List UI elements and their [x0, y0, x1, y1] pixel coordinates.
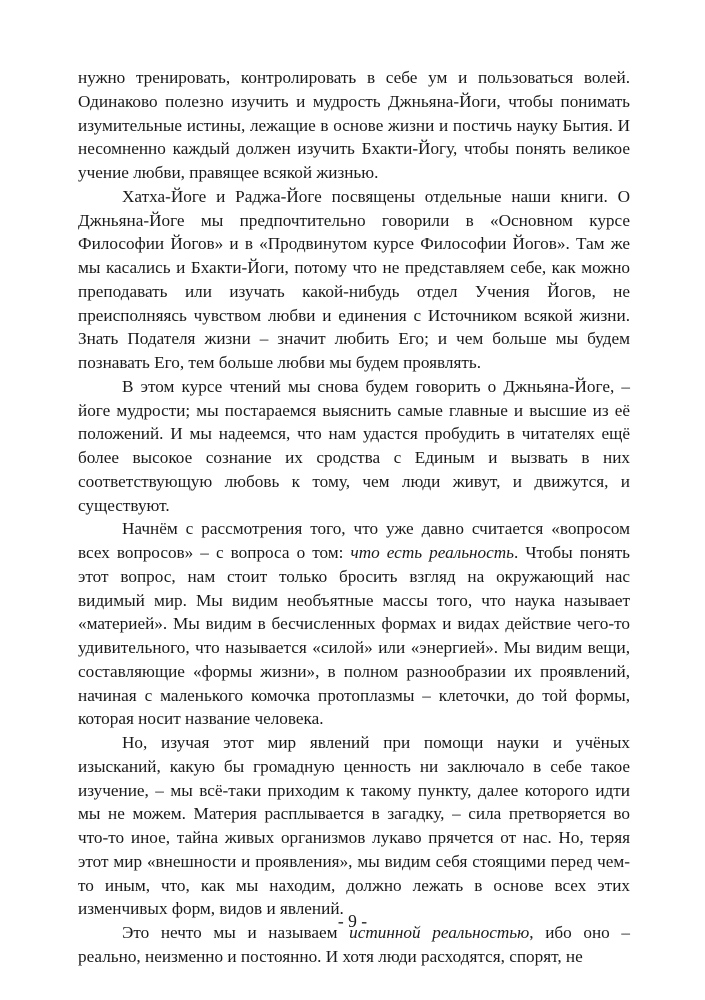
paragraph-text: . Чтобы понять этот вопрос, нам стоит только бросить взгляд на окружающий нас видимый мир. Мы видим необъятные массы того, что наука называет «материей». Мы видим в бесчисленных формах и видах действие чего-то удивительного, что называется «силой» или «энергией». Мы видим вещи, составляющие «формы жизни», в полном разнообразии их проявлений, начиная с маленького комочка протоплазмы – клеточки, до той формы, которая носит название человека. [78, 543, 631, 729]
paragraph-text: нужно тренировать, контролировать в себе ум и пользоваться волей. Одинаково полезно изучить и мудрость Джньяна-Йоги, чтобы понимать изумительные истины, лежащие в основе жизни и постичь науку Бытия. И несомненно каждый должен изучить Бхакти-Йогу, чтобы понять великое учение любви, правящее всякой жизнью. [78, 68, 630, 182]
paragraph-text: Но, изучая этот мир явлений при помощи науки и учёных изысканий, какую бы громадную ценность ни заключало в себе такое изучение, – мы всё-таки приходим к такому пункту, далее которого идти мы не можем. Материя расплывается в загадку, – сила претворяется во что-то иное, тайна живых организмов лукаво прячется от нас. Но, теряя этот мир «внешности и проявления», мы видим себя стоящими перед чем-то иным, что, как мы находим, должно лежать в основе всех этих изменчивых форм, видов и явлений. [78, 733, 630, 919]
paragraph [78, 185, 630, 375]
italic-emphasis: что есть реальность [350, 543, 514, 562]
paragraph-text: Начнём с рассмотрения того, что уже давно считается «вопросом всех вопросов» – с вопроса о том: [78, 519, 630, 562]
body-text [78, 66, 630, 969]
paragraph [78, 731, 630, 921]
paragraph-text: В этом курсе чтений мы снова будем говорить о Джньяна-Йоге, – йоге мудрости; мы постараемся выяснить самые главные и высшие из её положений. И мы надеемся, что нам удастся пробудить в читателях ещё более высокое сознание их сродства с Единым и вызвать в них соответствующую любовь к тому, чем люди живут, и движутся, и существуют. [78, 376, 630, 515]
paragraph [78, 517, 630, 731]
paragraph-text: Это нечто мы и называем [122, 923, 350, 942]
paragraph-text: , ибо оно – реально, неизменно и постоянно. И хотя люди расходятся, спорят, не [78, 923, 630, 966]
paragraph [78, 66, 630, 185]
paragraph-text: Хатха-Йоге и Раджа-Йоге посвящены отдельные наши книги. О Джньяна-Йоге мы предпочтительно говорили в «Основном курсе Философии Йогов» и в «Продвинутом курсе Философии Йогов». Там же мы касались и Бхакти-Йоги, потому что не представляем себе, как можно преподавать или изучать какой-нибудь отдел Учения Йогов, не преисполняясь чувством любви и единения с Источником всякой жизни. Знать Подателя жизни – значит любить Его; и чем больше мы будем познавать Его, тем больше любви мы будем проявлять. [78, 186, 630, 372]
italic-emphasis: истинной реальностью [349, 923, 530, 942]
paragraph [78, 375, 630, 518]
page-number: - 9 - [337, 911, 368, 931]
